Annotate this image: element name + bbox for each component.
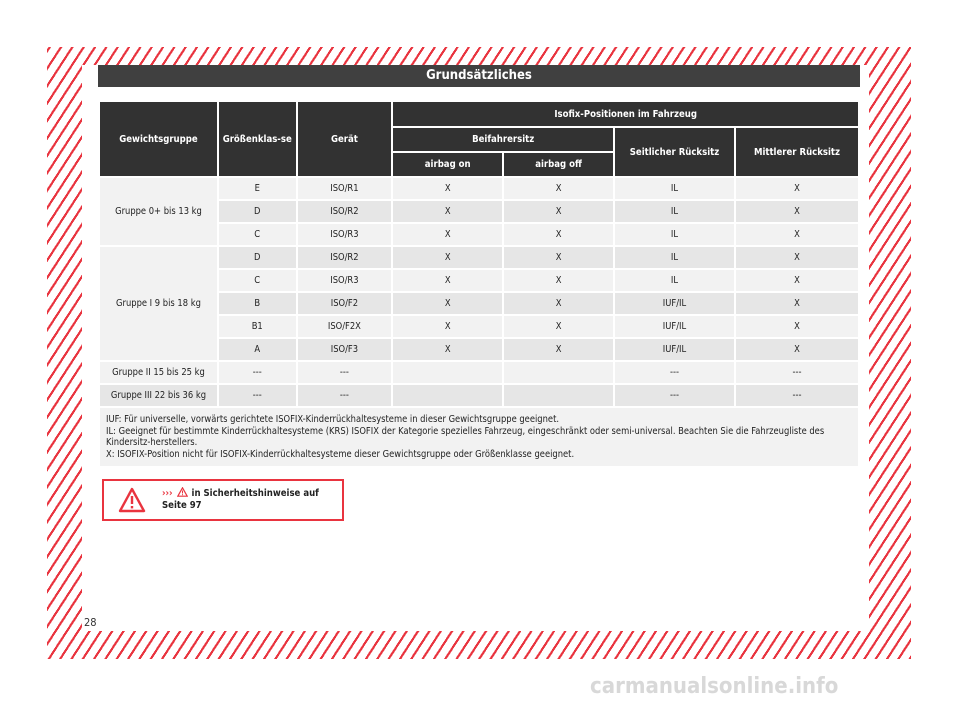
small-warning-icon: [177, 487, 188, 497]
table-cell: ---: [219, 385, 296, 406]
table-cell: IL: [615, 270, 734, 291]
table-cell: X: [393, 339, 502, 360]
header-weight-group: Gewichtsgruppe: [100, 102, 217, 176]
header-size-class: Größenklas-se: [219, 102, 296, 176]
table-cell: X: [504, 316, 613, 337]
table-cell: ISO/R2: [298, 201, 392, 222]
table-cell: X: [736, 247, 858, 268]
table-cell: IL: [615, 247, 734, 268]
table-cell: ---: [298, 385, 392, 406]
table-cell: ---: [298, 362, 392, 383]
table-cell: X: [736, 316, 858, 337]
table-cell: D: [219, 201, 296, 222]
header-passenger-seat: Beifahrersitz: [393, 128, 613, 151]
section-header: Grundsätzliches: [98, 65, 860, 87]
weight-group-cell: Gruppe I 9 bis 18 kg: [100, 247, 217, 360]
table-body: [100, 178, 858, 466]
legend-note: IUF: Für universelle, vorwärts gerichtete ISOFIX-Kinderrückhaltesysteme in dieser Gewichtsgruppe geeignet.: [106, 414, 559, 425]
continuation-arrows: ›››: [162, 488, 173, 499]
table-cell: X: [736, 178, 858, 199]
table-cell: ISO/F2X: [298, 316, 392, 337]
table-cell: X: [736, 339, 858, 360]
table-cell: D: [219, 247, 296, 268]
legend-notes: [100, 408, 858, 466]
table-cell: [393, 385, 502, 406]
table-cell: X: [504, 201, 613, 222]
weight-group-cell: Gruppe II 15 bis 25 kg: [100, 362, 217, 383]
table-cell: X: [393, 247, 502, 268]
watermark: carmanualsonline.info: [590, 674, 839, 699]
table-cell: [504, 385, 613, 406]
table-cell: X: [504, 293, 613, 314]
header-isofix-positions: Isofix-Positionen im Fahrzeug: [393, 102, 858, 126]
warning-page-reference: Seite 97: [162, 499, 202, 511]
table-cell: X: [393, 178, 502, 199]
warning-reference-text: in Sicherheitshinweise auf: [191, 488, 319, 499]
table-cell: ---: [736, 362, 858, 383]
table-cell: X: [504, 339, 613, 360]
legend-row: [100, 408, 858, 466]
table-cell: ISO/R3: [298, 270, 392, 291]
table-cell: ---: [615, 385, 734, 406]
table-cell: C: [219, 270, 296, 291]
table-cell: B: [219, 293, 296, 314]
table-cell: X: [393, 270, 502, 291]
table-cell: ---: [736, 385, 858, 406]
table-cell: X: [393, 293, 502, 314]
table-cell: X: [504, 270, 613, 291]
table-row: [100, 362, 858, 383]
table-cell: IL: [615, 201, 734, 222]
table-cell: ISO/R3: [298, 224, 392, 245]
table-cell: ISO/R2: [298, 247, 392, 268]
header-rear-side: Seitlicher Rücksitz: [615, 128, 734, 176]
warning-triangle-icon: [118, 487, 146, 513]
table-cell: ---: [219, 362, 296, 383]
table-cell: ---: [615, 362, 734, 383]
table-cell: X: [736, 224, 858, 245]
header-device: Gerät: [298, 102, 392, 176]
table-cell: X: [393, 201, 502, 222]
table-cell: X: [736, 201, 858, 222]
table-cell: C: [219, 224, 296, 245]
table-cell: ISO/F3: [298, 339, 392, 360]
warning-box[interactable]: [102, 479, 344, 521]
weight-group-cell: Gruppe 0+ bis 13 kg: [100, 178, 217, 245]
table-cell: [504, 362, 613, 383]
weight-group-cell: Gruppe III 22 bis 36 kg: [100, 385, 217, 406]
table-cell: B1: [219, 316, 296, 337]
table-cell: [393, 362, 502, 383]
table-cell: X: [393, 316, 502, 337]
table-cell: X: [736, 270, 858, 291]
table-cell: X: [504, 224, 613, 245]
table-cell: E: [219, 178, 296, 199]
table-cell: X: [736, 293, 858, 314]
table-row: [100, 247, 858, 268]
header-airbag-off: airbag off: [504, 153, 613, 176]
table-cell: X: [393, 224, 502, 245]
isofix-table: [98, 100, 860, 468]
table-cell: IUF/IL: [615, 339, 734, 360]
legend-note: X: ISOFIX-Position nicht für ISOFIX-Kinderrückhaltesysteme dieser Gewichtsgruppe oder Größenklasse geeignet.: [106, 448, 575, 460]
page-number: 28: [84, 616, 97, 629]
header-rear-middle: Mittlerer Rücksitz: [736, 128, 858, 176]
table-row: [100, 385, 858, 406]
table-cell: A: [219, 339, 296, 360]
table-cell: IL: [615, 178, 734, 199]
table-cell: X: [504, 247, 613, 268]
table-cell: IUF/IL: [615, 316, 734, 337]
table-cell: ISO/F2: [298, 293, 392, 314]
table-cell: IL: [615, 224, 734, 245]
table-cell: IUF/IL: [615, 293, 734, 314]
table-row: [100, 178, 858, 199]
table-cell: ISO/R1: [298, 178, 392, 199]
header-airbag-on: airbag on: [393, 153, 502, 176]
table-cell: X: [504, 178, 613, 199]
legend-note: IL: Geeignet für bestimmte Kinderrückhaltesysteme (KRS) ISOFIX der Kategorie spezielles Fahrzeug, eingeschränkt oder semi-universal. Beachten Sie die Fahrzeugliste des Kindersitz-herstellers.: [106, 425, 825, 448]
